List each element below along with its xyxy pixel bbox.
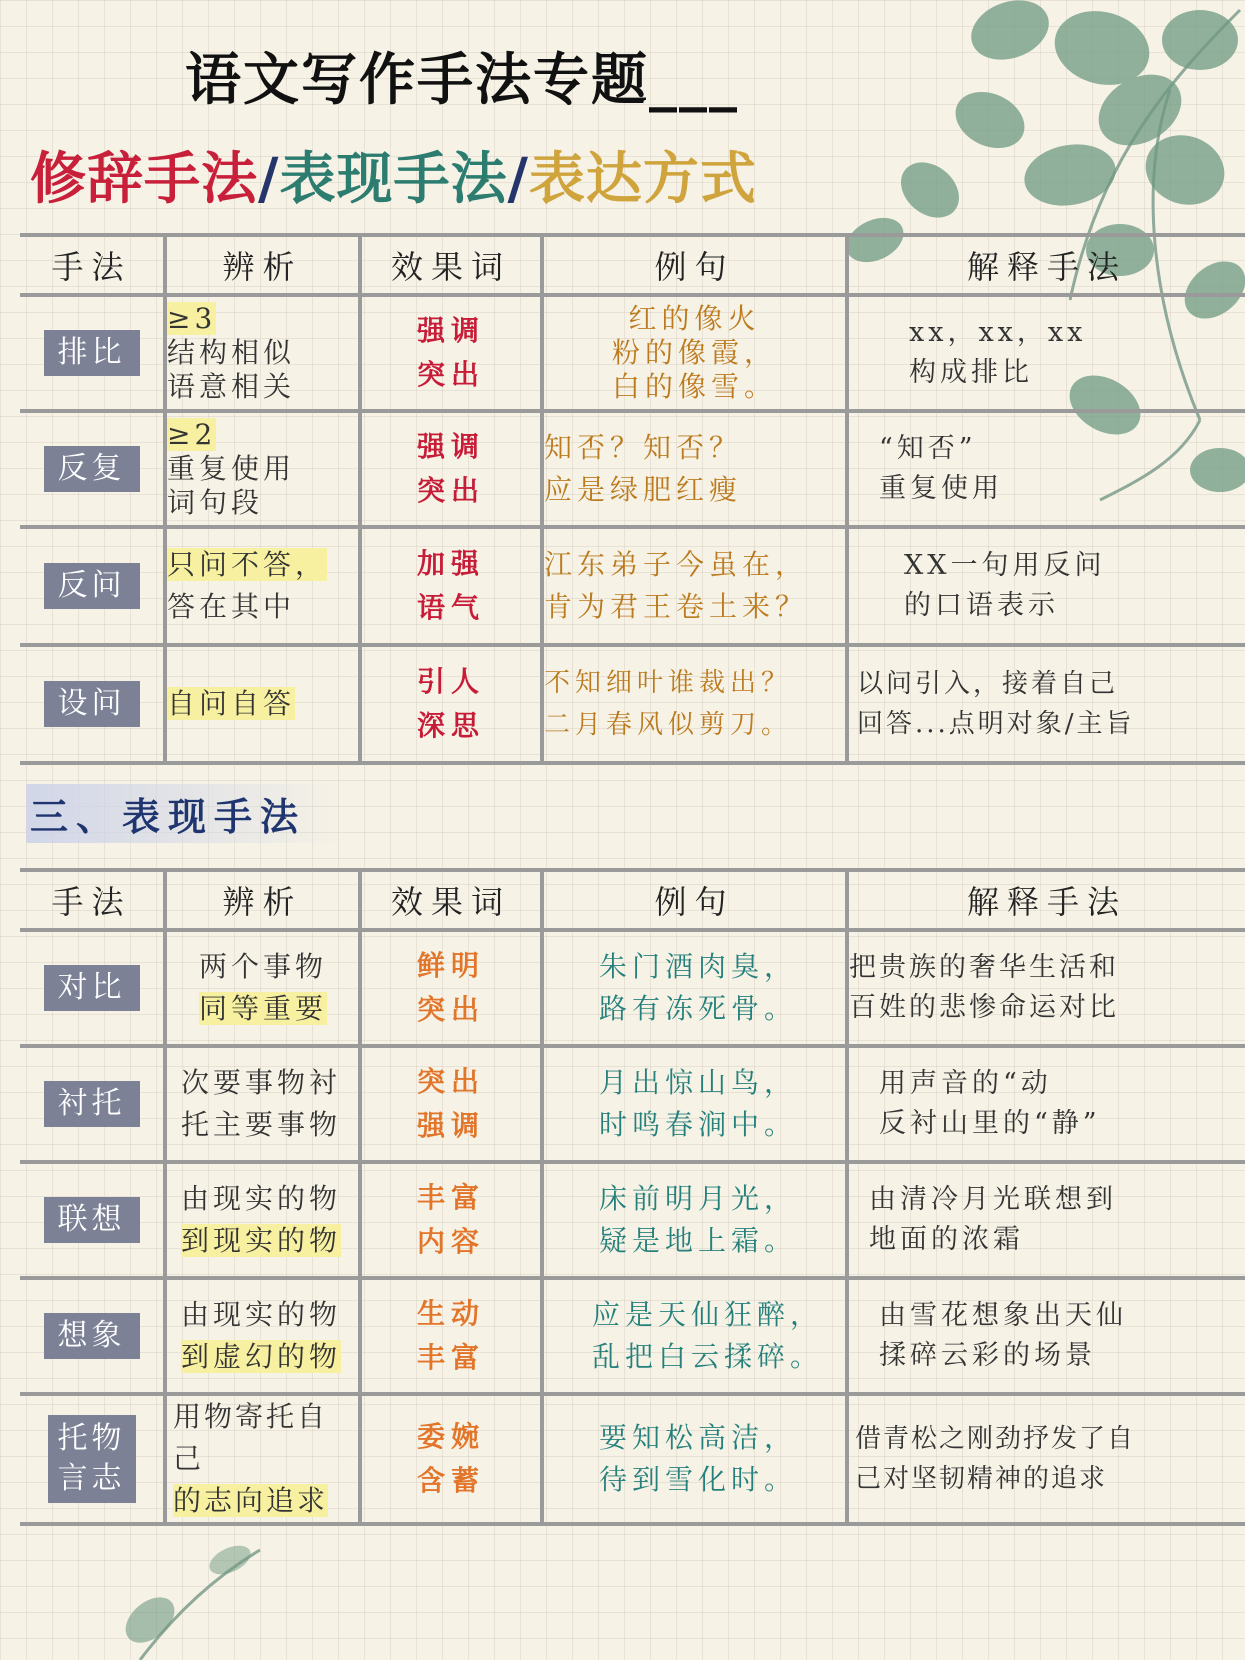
example-line: 江东弟子今虽在， (544, 548, 809, 581)
example-line: 床前明月光， (599, 1182, 798, 1215)
technique-tag: 联想 (44, 1197, 140, 1243)
explain-line: 构成排比 (909, 357, 1033, 388)
effect-word: 含蓄 (416, 1464, 485, 1497)
example-line: 肯为君王卷土来？ (544, 590, 809, 623)
example-line: 知否？知否？ (544, 431, 743, 464)
effect-word: 强调 (416, 1109, 485, 1142)
explain-line: xx，xx，xx (909, 317, 1087, 348)
header-example: 例句 (542, 870, 847, 930)
example-line: 乱把白云揉碎。 (592, 1340, 824, 1373)
explain-line: 把贵族的奢华生活和 (849, 952, 1119, 983)
effect-word: 语气 (416, 591, 485, 624)
effect-word: 内容 (416, 1225, 485, 1258)
explain-line: XX一句用反问 (904, 550, 1106, 581)
section-title: 三、表现手法 (26, 784, 346, 843)
analysis-line: 结构相似 (167, 336, 296, 369)
technique-tag-line: 言志 (57, 1461, 126, 1496)
subtitle-method: 表达方式 (528, 146, 757, 212)
subtitle-rhetoric: 修辞手法 (30, 146, 258, 212)
header-technique: 手法 (20, 235, 165, 295)
table-row (20, 1046, 1245, 1162)
example-line: 红的像火 (628, 302, 761, 335)
example-line: 应是绿肥红瘦 (544, 473, 743, 506)
analysis-line: 重复使用 (167, 452, 296, 485)
effect-word: 突出 (416, 474, 485, 507)
explain-line: 重复使用 (879, 473, 1003, 504)
table-header-row (20, 870, 1245, 930)
effect-word: 突出 (416, 358, 485, 391)
explain-line: 回答...点明对象/主旨 (857, 709, 1135, 739)
technique-tag-line: 托物 (57, 1421, 126, 1456)
header-example: 例句 (542, 235, 847, 295)
explain-line: 反衬山里的“静” (879, 1108, 1101, 1139)
explain-line: 由清冷月光联想到 (869, 1184, 1117, 1215)
header-analysis: 辨析 (165, 870, 360, 930)
technique-tag: 对比 (44, 965, 140, 1011)
technique-tag: 排比 (44, 330, 140, 376)
effect-word: 突出 (416, 1065, 485, 1098)
analysis-line: ≥3 (167, 302, 217, 335)
effect-word: 鲜明 (416, 949, 485, 982)
table-row (20, 1394, 1245, 1524)
analysis-line: 次要事物衬 (181, 1066, 342, 1099)
header-technique: 手法 (20, 870, 165, 930)
example-line: 时鸣春涧中。 (599, 1108, 798, 1141)
effect-word: 加强 (416, 547, 485, 580)
explain-line: “知否” (879, 433, 977, 464)
explain-line: 地面的浓霜 (869, 1224, 1024, 1255)
header-explain: 解释手法 (847, 235, 1245, 295)
analysis-line: 词句段 (167, 486, 264, 519)
example-line: 待到雪化时。 (599, 1463, 798, 1496)
explain-line: 揉碎云彩的场景 (879, 1340, 1096, 1371)
effect-word: 强调 (416, 314, 485, 347)
subtitle-expression: 表现手法 (279, 146, 508, 212)
explain-line: 用声音的“动 (879, 1068, 1052, 1099)
analysis-line: 由现实的物 (181, 1182, 342, 1215)
example-line: 应是天仙狂醉， (592, 1298, 824, 1331)
analysis-line: 到虚幻的物 (181, 1340, 342, 1373)
technique-tag: 反复 (44, 446, 140, 492)
analysis-line: ≥2 (167, 418, 217, 451)
bottom-leaves-decoration (110, 1510, 270, 1660)
example-line: 月出惊山鸟， (599, 1066, 798, 1099)
example-line: 二月春风似剪刀。 (544, 710, 793, 740)
subtitle-separator: / (258, 146, 280, 212)
expression-table (20, 868, 1245, 1526)
effect-word: 生动 (416, 1297, 485, 1330)
effect-word: 丰富 (416, 1341, 485, 1374)
header-analysis: 辨析 (165, 235, 360, 295)
example-line: 不知细叶谁裁出？ (544, 668, 793, 698)
header-effect: 效果词 (360, 870, 542, 930)
technique-tag: 设问 (44, 681, 140, 727)
analysis-line: 用物寄托自己 (173, 1400, 329, 1475)
example-line: 路有冻死骨。 (599, 992, 798, 1025)
analysis-line: 只问不答， (167, 548, 328, 581)
table-row (20, 1162, 1245, 1278)
explain-line: 借青松之刚劲抒发了自 (855, 1424, 1136, 1454)
page-subtitle (30, 135, 757, 215)
example-line: 白的像雪。 (611, 370, 777, 403)
explain-line: 由雪花想象出天仙 (879, 1300, 1127, 1331)
table-row (20, 930, 1245, 1046)
effect-word: 强调 (416, 430, 485, 463)
analysis-line: 的志向追求 (173, 1484, 329, 1517)
subtitle-separator: / (507, 146, 529, 212)
explain-line: 己对坚韧精神的追求 (855, 1464, 1108, 1494)
explain-line: 以问引入，接着自己 (857, 669, 1119, 699)
technique-tag: 衬托 (44, 1081, 140, 1127)
table-row (20, 1278, 1245, 1394)
analysis-line: 语意相关 (167, 370, 296, 403)
example-line: 疑是地上霜。 (599, 1224, 798, 1257)
analysis-line: 同等重要 (199, 992, 328, 1025)
analysis-line: 托主要事物 (181, 1108, 342, 1141)
analysis-line: 两个事物 (199, 950, 328, 983)
header-effect: 效果词 (360, 235, 542, 295)
effect-word: 丰富 (416, 1181, 485, 1214)
table-header-row (20, 235, 1245, 295)
effect-word: 深思 (416, 709, 485, 742)
analysis-line: 答在其中 (167, 590, 296, 623)
page-title: 语文写作手法专题___ (185, 47, 739, 113)
effect-word: 引人 (416, 665, 485, 698)
table-row (20, 527, 1245, 645)
example-line: 粉的像霞， (611, 336, 777, 369)
table-row (20, 645, 1245, 763)
explain-line: 百姓的悲惨命运对比 (849, 992, 1119, 1023)
explain-line: 的口语表示 (904, 590, 1059, 621)
technique-tag (48, 1415, 136, 1503)
analysis-line: 自问自答 (167, 687, 296, 720)
effect-word: 委婉 (416, 1420, 485, 1453)
rhetoric-table (20, 233, 1245, 765)
effect-word: 突出 (416, 993, 485, 1026)
example-line: 朱门酒肉臭， (599, 950, 798, 983)
technique-tag: 想象 (44, 1313, 140, 1359)
analysis-line: 由现实的物 (181, 1298, 342, 1331)
table-row (20, 295, 1245, 411)
header-explain: 解释手法 (847, 870, 1245, 930)
example-line: 要知松高洁， (599, 1421, 798, 1454)
analysis-line: 到现实的物 (181, 1224, 342, 1257)
technique-tag: 反问 (44, 563, 140, 609)
table-row (20, 411, 1245, 527)
